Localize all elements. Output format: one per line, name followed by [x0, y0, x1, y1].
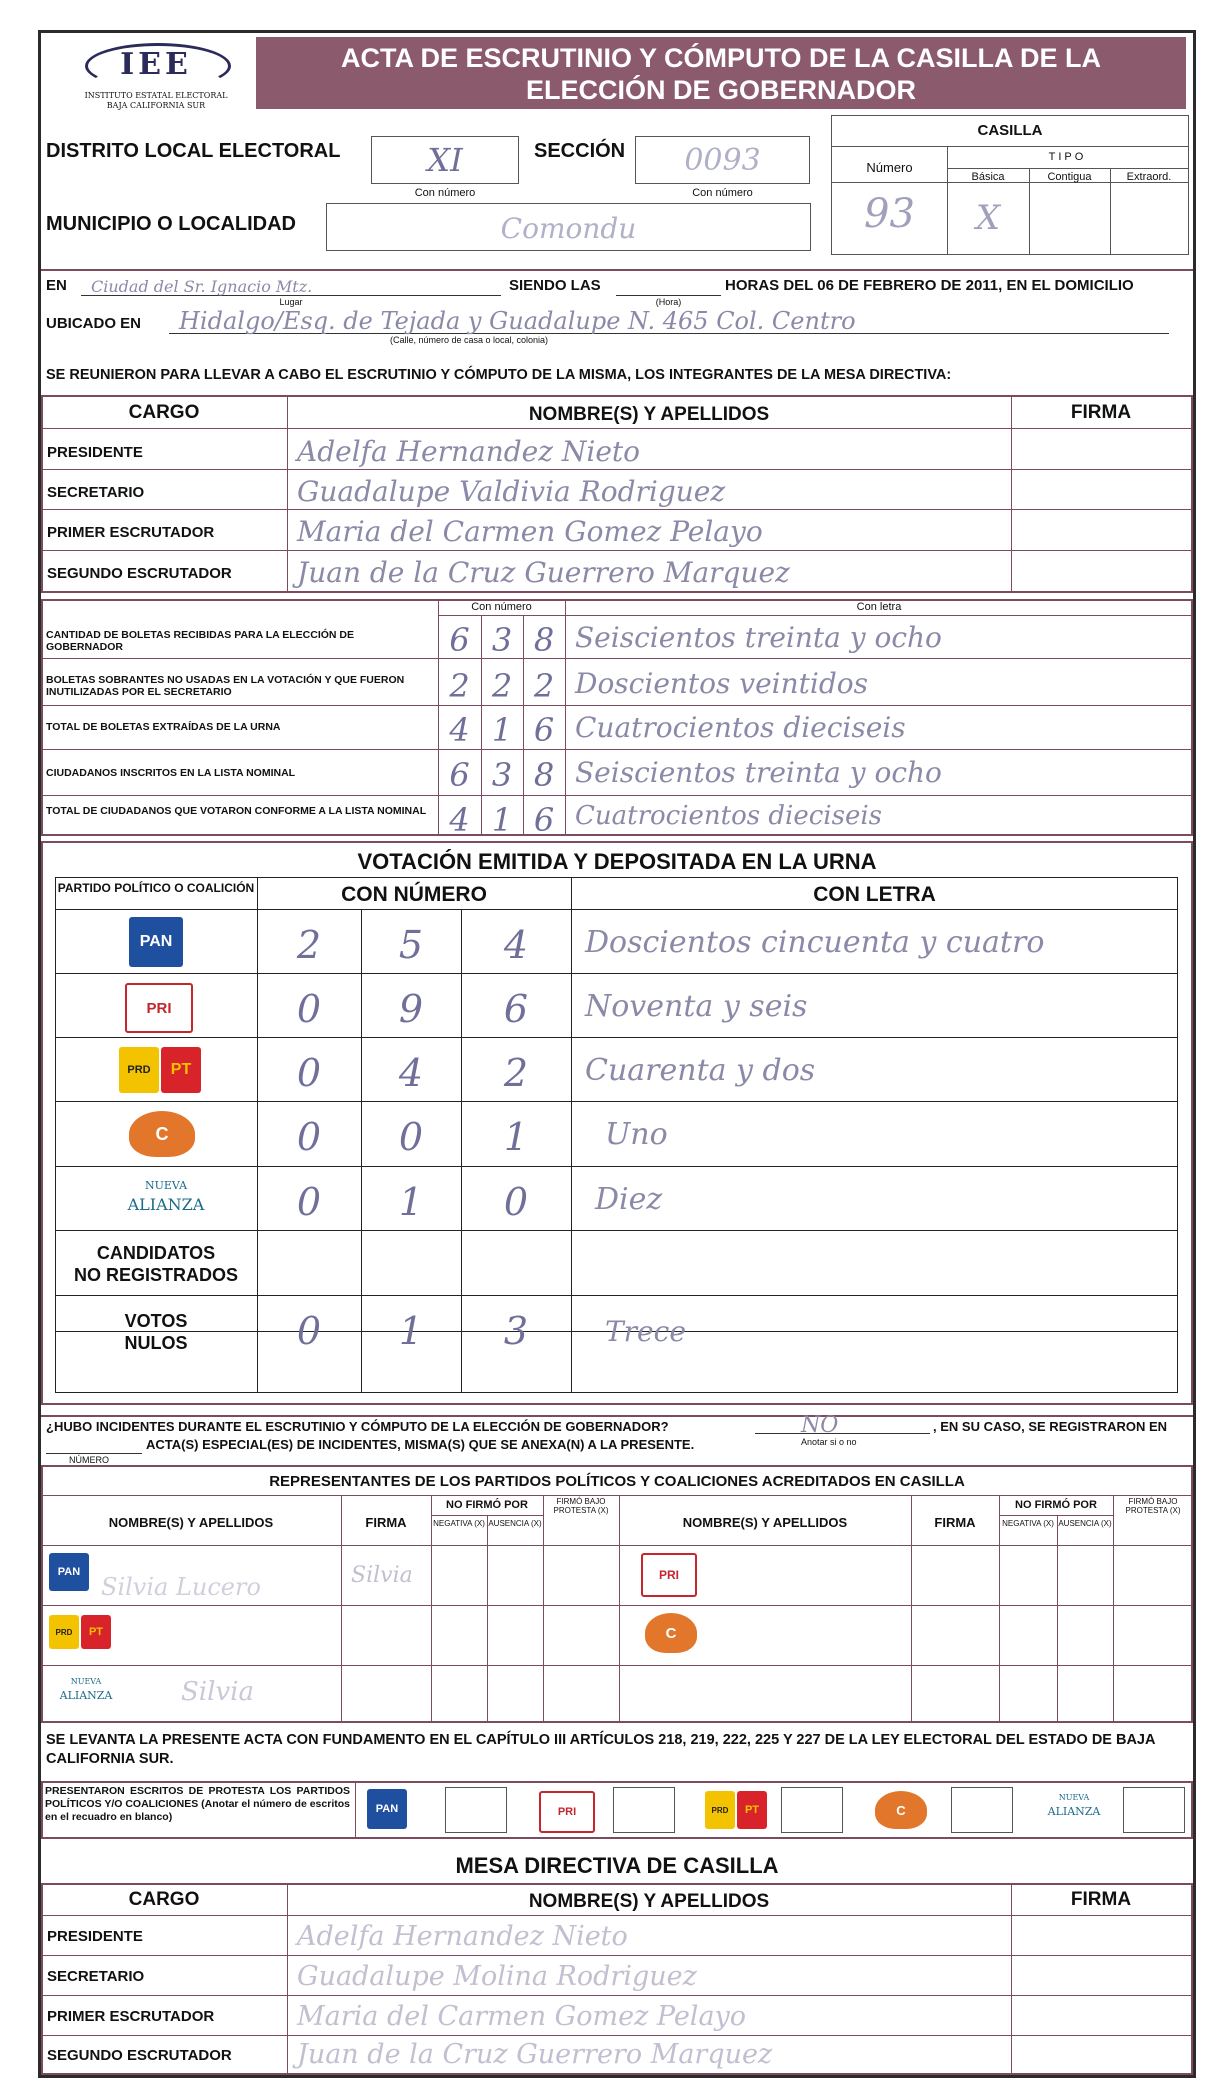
rep-negativa-header-right: NEGATIVA (X) [1002, 1519, 1054, 1528]
no-registrados-label-2: NO REGISTRADOS [73, 1265, 238, 1285]
incidentes-question: ¿HUBO INCIDENTES DURANTE EL ESCRUTINIO Y CÓMPUTO DE LA ELECCIÓN DE GOBERNADOR? [46, 1419, 669, 1434]
vote-digit[interactable]: 1 [398, 1180, 424, 1224]
nombre-header: NOMBRE(S) Y APELLIDOS [528, 404, 770, 425]
mesa1-firma-primer[interactable] [1012, 511, 1192, 549]
mesa2-nombre-primer[interactable]: Maria del Carmen Gomez Pelayo [297, 2001, 747, 2032]
seccion-value: 0093 [684, 143, 761, 178]
representantes-title: REPRESENTANTES DE LOS PARTIDOS POLÍTICOS Y COALICIONES ACREDITADOS EN CASILLA [269, 1473, 965, 1490]
mesa2-cargo-primer: PRIMER ESCRUTADOR [47, 2008, 215, 2025]
reunieron-text: SE REUNIERON PARA LLEVAR A CABO EL ESCRUTINIO Y CÓMPUTO DE LA MISMA, LOS INTEGRANTES DE LA MESA DIRECTIVA: [46, 367, 952, 383]
firma-header: FIRMA [1070, 402, 1132, 423]
mesa1-firma-secretario[interactable] [1012, 470, 1192, 508]
vote-digit[interactable]: 4 [398, 1051, 424, 1095]
lugar-hint: Lugar [279, 297, 303, 307]
title-banner [256, 37, 1186, 109]
mesa2-firma-header: FIRMA [1070, 1889, 1132, 1910]
numero-label: Número [866, 160, 913, 175]
prd-pt-logo-icon: PRD PT [705, 1791, 767, 1829]
nueva-alianza-logo-icon: NUEVA ALIANZA [1047, 1793, 1101, 1818]
institute-name: INSTITUTO ESTATAL ELECTORAL [84, 91, 228, 100]
mesa1-nombre-presidente[interactable]: Adelfa Hernandez Nieto [297, 435, 641, 468]
boleta-letra[interactable]: Cuatrocientos dieciseis [575, 801, 882, 831]
acta-sheet [38, 30, 1196, 2078]
mesa2-firma-presidente[interactable] [1012, 1917, 1192, 1954]
vote-digit[interactable]: 0 [398, 1115, 424, 1159]
domicilio-value: Hidalgo/Esq. de Tejada y Guadalupe N. 465 Col. Centro [179, 307, 856, 335]
casilla-title: CASILLA [977, 122, 1043, 139]
boleta-digit[interactable]: 2 [533, 667, 555, 705]
vote-digit[interactable]: 0 [503, 1180, 529, 1224]
rep-pan-firma[interactable]: Silvia [351, 1563, 413, 1588]
hora-line[interactable] [616, 295, 721, 296]
boleta-digit[interactable]: 4 [449, 711, 470, 749]
incidentes-anotar-hint: Anotar si o no [801, 1437, 857, 1447]
municipio-field[interactable] [326, 203, 811, 251]
boleta-digit[interactable]: 4 [449, 801, 470, 839]
boletas-letra-header: Con letra [856, 601, 902, 613]
mesa2-nombre-header: NOMBRE(S) Y APELLIDOS [528, 1891, 770, 1912]
rep-nombre-header-left: NOMBRE(S) Y APELLIDOS [108, 1515, 274, 1530]
boleta-letra[interactable]: Cuatrocientos dieciseis [575, 711, 906, 744]
boleta-digit[interactable]: 6 [449, 621, 470, 659]
mesa1-cargo-presidente: PRESIDENTE [47, 444, 143, 461]
contigua-label: Contigua [1047, 171, 1092, 183]
mesa2-nombre-secretario[interactable]: Guadalupe Molina Rodriguez [297, 1961, 697, 1992]
boleta-digit[interactable]: 8 [533, 621, 555, 659]
horas-text: HORAS DEL 06 DE FEBRERO DE 2011, EN EL DOMICILIO [725, 277, 1134, 294]
casilla-numero-value[interactable]: 93 [864, 191, 915, 237]
protesta-prd-box[interactable] [781, 1787, 843, 1833]
nulos-label: VOTOS [124, 1311, 188, 1331]
vote-digit[interactable]: 5 [398, 923, 424, 967]
boleta-row-label: BOLETAS SOBRANTES NO USADAS EN LA VOTACIÓN Y QUE FUERON INUTILIZADAS POR EL SECRETARIO [46, 674, 405, 698]
boleta-digit[interactable]: 2 [449, 667, 470, 705]
protesta-pan-box[interactable] [445, 1787, 507, 1833]
nulos-digit[interactable]: 3 [503, 1309, 529, 1353]
vote-digit[interactable]: 2 [296, 923, 322, 967]
tipo-label: TIPO [1048, 151, 1087, 163]
vote-letra[interactable]: Diez [595, 1182, 663, 1217]
incidentes-answer-line[interactable] [755, 1433, 930, 1434]
protesta-conv-box[interactable] [951, 1787, 1013, 1833]
incidentes-numero-line[interactable] [46, 1453, 142, 1454]
convergencia-logo-icon: C [129, 1111, 195, 1157]
boleta-digit[interactable]: 8 [533, 756, 555, 794]
distrito-value: XI [427, 141, 463, 179]
mesa2-cargo-presidente: PRESIDENTE [47, 1928, 143, 1945]
protesta-pri-box[interactable] [613, 1787, 675, 1833]
nueva-alianza-logo-icon: NUEVA ALIANZA [59, 1677, 113, 1702]
vote-letra[interactable]: Uno [605, 1117, 668, 1152]
boleta-digit[interactable]: 6 [533, 801, 555, 839]
rep-protesta-header-right: FIRMÓ BAJO PROTESTA (X) [1125, 1497, 1181, 1515]
boleta-digit[interactable]: 6 [533, 711, 555, 749]
protesta-na-box[interactable] [1123, 1787, 1185, 1833]
vote-digit[interactable]: 2 [503, 1051, 529, 1095]
pri-logo-icon: PRI [641, 1553, 697, 1597]
vote-digit[interactable]: 1 [503, 1115, 529, 1159]
basica-mark[interactable]: X [975, 198, 1001, 238]
boleta-letra[interactable]: Seiscientos treinta y ocho [575, 621, 942, 654]
iee-logo [81, 37, 231, 115]
siendo-label: SIENDO LAS [509, 277, 601, 294]
rep-pan-nombre[interactable]: Silvia Lucero [101, 1573, 261, 1601]
rep-nofirmo-header-right: NO FIRMÓ POR [1015, 1499, 1097, 1511]
mesa1-cargo-secretario: SECRETARIO [47, 484, 145, 501]
boleta-digit[interactable]: 6 [449, 756, 470, 794]
hora-hint: (Hora) [655, 297, 682, 307]
vote-digit[interactable]: 0 [296, 1180, 322, 1224]
seccion-hint: Con número [692, 187, 753, 199]
boleta-digit[interactable]: 3 [491, 756, 513, 794]
mesa2-firma-primer[interactable] [1012, 1997, 1192, 2034]
rep-firma-header-left: FIRMA [365, 1515, 407, 1530]
vote-digit[interactable]: 9 [398, 987, 424, 1031]
mesa2-title: MESA DIRECTIVA DE CASILLA [455, 1853, 779, 1878]
convergencia-logo-icon: C [875, 1791, 927, 1829]
prd-pt-logo-icon: PRD PT [49, 1615, 111, 1649]
vote-digit[interactable]: 0 [296, 1115, 322, 1159]
extraord-label: Extraord. [1126, 171, 1172, 183]
page-title-line1: ACTA DE ESCRUTINIO Y CÓMPUTO DE LA CASILLA DE LA [340, 43, 1102, 73]
numero-header: CON NÚMERO [341, 883, 487, 906]
mesa2-cargo-segundo: SEGUNDO ESCRUTADOR [47, 2047, 232, 2064]
boleta-row-label: CANTIDAD DE BOLETAS RECIBIDAS PARA LA ELECCIÓN DE GOBERNADOR [46, 629, 355, 653]
partido-header: PARTIDO POLÍTICO O COALICIÓN [57, 881, 255, 895]
page-title-line2: ELECCIÓN DE GOBERNADOR [525, 75, 917, 105]
incidentes-answer: NO [801, 1413, 839, 1438]
nulos-label-2: NULOS [124, 1333, 188, 1353]
convergencia-logo-icon: C [645, 1613, 697, 1653]
nueva-alianza-logo-icon: NUEVA ALIANZA [127, 1179, 205, 1214]
boleta-row-label: TOTAL DE CIUDADANOS QUE VOTARON CONFORME A LA LISTA NOMINAL [46, 805, 427, 817]
vote-letra[interactable]: Noventa y seis [585, 989, 808, 1024]
municipio-value: Comondu [500, 212, 637, 245]
rep-nombre-header-right: NOMBRE(S) Y APELLIDOS [682, 1515, 848, 1530]
cargo-header: CARGO [128, 402, 200, 423]
distrito-label: DISTRITO LOCAL ELECTORAL [46, 140, 341, 162]
nulos-letra[interactable]: Trece [605, 1315, 686, 1348]
mesa2-firma-segundo[interactable] [1012, 2037, 1192, 2073]
rep-firma-header-right: FIRMA [934, 1515, 976, 1530]
seccion-label: SECCIÓN [534, 140, 626, 162]
en-label: EN [46, 277, 67, 294]
pri-logo-icon: PRI [125, 983, 193, 1033]
mesa2-nombre-segundo[interactable]: Juan de la Cruz Guerrero Marquez [297, 2039, 773, 2070]
institute-state: BAJA CALIFORNIA SUR [106, 101, 206, 110]
vote-letra[interactable]: Doscientos cincuenta y cuatro [585, 925, 1045, 960]
boleta-letra[interactable]: Seiscientos treinta y ocho [575, 756, 942, 789]
boletas-num-header: Con número [471, 601, 532, 613]
boleta-row-label: CIUDADANOS INSCRITOS EN LA LISTA NOMINAL [46, 767, 296, 779]
vote-digit[interactable]: 4 [503, 923, 529, 967]
vote-digit[interactable]: 0 [296, 987, 322, 1031]
mesa1-cargo-primer: PRIMER ESCRUTADOR [47, 524, 215, 541]
nulos-digit[interactable]: 0 [296, 1309, 322, 1353]
rep-nofirmo-header-left: NO FIRMÓ POR [446, 1499, 528, 1511]
rep-na-nombre[interactable]: Silvia [181, 1677, 254, 1707]
incidentes-registered-text: , EN SU CASO, SE REGISTRARON EN [933, 1419, 1168, 1434]
boleta-digit[interactable]: 2 [491, 667, 513, 705]
mesa1-nombre-primer[interactable]: Maria del Carmen Gomez Pelayo [297, 515, 763, 548]
mesa1-firma-segundo[interactable] [1012, 552, 1192, 590]
distrito-field[interactable] [371, 136, 519, 184]
mesa2-firma-secretario[interactable] [1012, 1957, 1192, 1994]
mesa2-cargo-header: CARGO [128, 1889, 200, 1910]
rep-negativa-header-left: NEGATIVA (X) [433, 1519, 485, 1528]
basica-label: Básica [971, 171, 1005, 183]
votacion-title: VOTACIÓN EMITIDA Y DEPOSITADA EN LA URNA [357, 849, 877, 874]
seccion-field[interactable] [635, 136, 810, 184]
nulos-digit[interactable]: 1 [398, 1309, 424, 1353]
lugar-value: Ciudad del Sr. Ignacio Mtz. [91, 277, 313, 296]
boleta-row-label: TOTAL DE BOLETAS EXTRAÍDAS DE LA URNA [46, 721, 281, 733]
no-registrados-field[interactable] [258, 1232, 1176, 1294]
mesa1-firma-presidente[interactable] [1012, 430, 1192, 468]
mesa2-cargo-secretario: SECRETARIO [47, 1968, 145, 1985]
rep-protesta-header-left: FIRMÓ BAJO PROTESTA (X) [553, 1497, 609, 1515]
domicilio-hint: (Calle, número de casa o local, colonia) [389, 335, 549, 345]
mesa1-nombre-segundo[interactable]: Juan de la Cruz Guerrero Marquez [297, 556, 790, 589]
letra-header: CON LETRA [813, 883, 936, 906]
rep-ausencia-header-left: AUSENCIA (X) [488, 1519, 542, 1528]
boleta-digit[interactable]: 3 [491, 621, 513, 659]
fundamento-text: SE LEVANTA LA PRESENTE ACTA CON FUNDAMENTO EN EL CAPÍTULO III ARTÍCULOS 218, 219, 222, 225 Y 227 DE LA LEY ELECTORAL DEL ESTADO DE BAJA CALIFORNIA SUR. [46, 1732, 1155, 1767]
protesta-text: PRESENTARON ESCRITOS DE PROTESTA LOS PARTIDOS POLÍTICOS Y/O COALICIONES (Anotar el número de escritos en el recuadro en blanco) [45, 1785, 350, 1823]
boleta-letra[interactable]: Doscientos veintidos [575, 667, 869, 700]
boleta-digit[interactable]: 1 [491, 711, 513, 749]
ubicado-label: UBICADO EN [46, 315, 142, 332]
vote-digit[interactable]: 6 [503, 987, 529, 1031]
prd-pt-logo-icon: PRD PT [119, 1047, 201, 1093]
mesa1-nombre-secretario[interactable]: Guadalupe Valdivia Rodriguez [297, 475, 726, 508]
vote-letra[interactable]: Cuarenta y dos [585, 1053, 816, 1088]
vote-digit[interactable]: 0 [296, 1051, 322, 1095]
mesa2-nombre-presidente[interactable]: Adelfa Hernandez Nieto [297, 1921, 628, 1952]
rep-ausencia-header-right: AUSENCIA (X) [1058, 1519, 1112, 1528]
pan-logo-icon: PAN [49, 1553, 89, 1591]
incidentes-acta-text: ACTA(S) ESPECIAL(ES) DE INCIDENTES, MISMA(S) QUE SE ANEXA(N) A LA PRESENTE. [146, 1437, 695, 1452]
no-registrados-label: CANDIDATOS [96, 1243, 216, 1263]
pan-logo-icon: PAN [367, 1789, 407, 1829]
municipio-label: MUNICIPIO O LOCALIDAD [46, 213, 296, 235]
distrito-hint: Con número [414, 187, 476, 199]
casilla-box [831, 115, 1189, 255]
pri-logo-icon: PRI [539, 1791, 595, 1833]
mesa1-cargo-segundo: SEGUNDO ESCRUTADOR [47, 565, 232, 582]
iee-logo-text: IEE [120, 47, 192, 82]
extraord-field[interactable] [1110, 183, 1188, 253]
boleta-digit[interactable]: 1 [491, 801, 513, 839]
incidentes-numero-hint: NÚMERO [69, 1455, 109, 1465]
contigua-field[interactable] [1029, 183, 1110, 253]
pan-logo-icon: PAN [129, 917, 183, 967]
